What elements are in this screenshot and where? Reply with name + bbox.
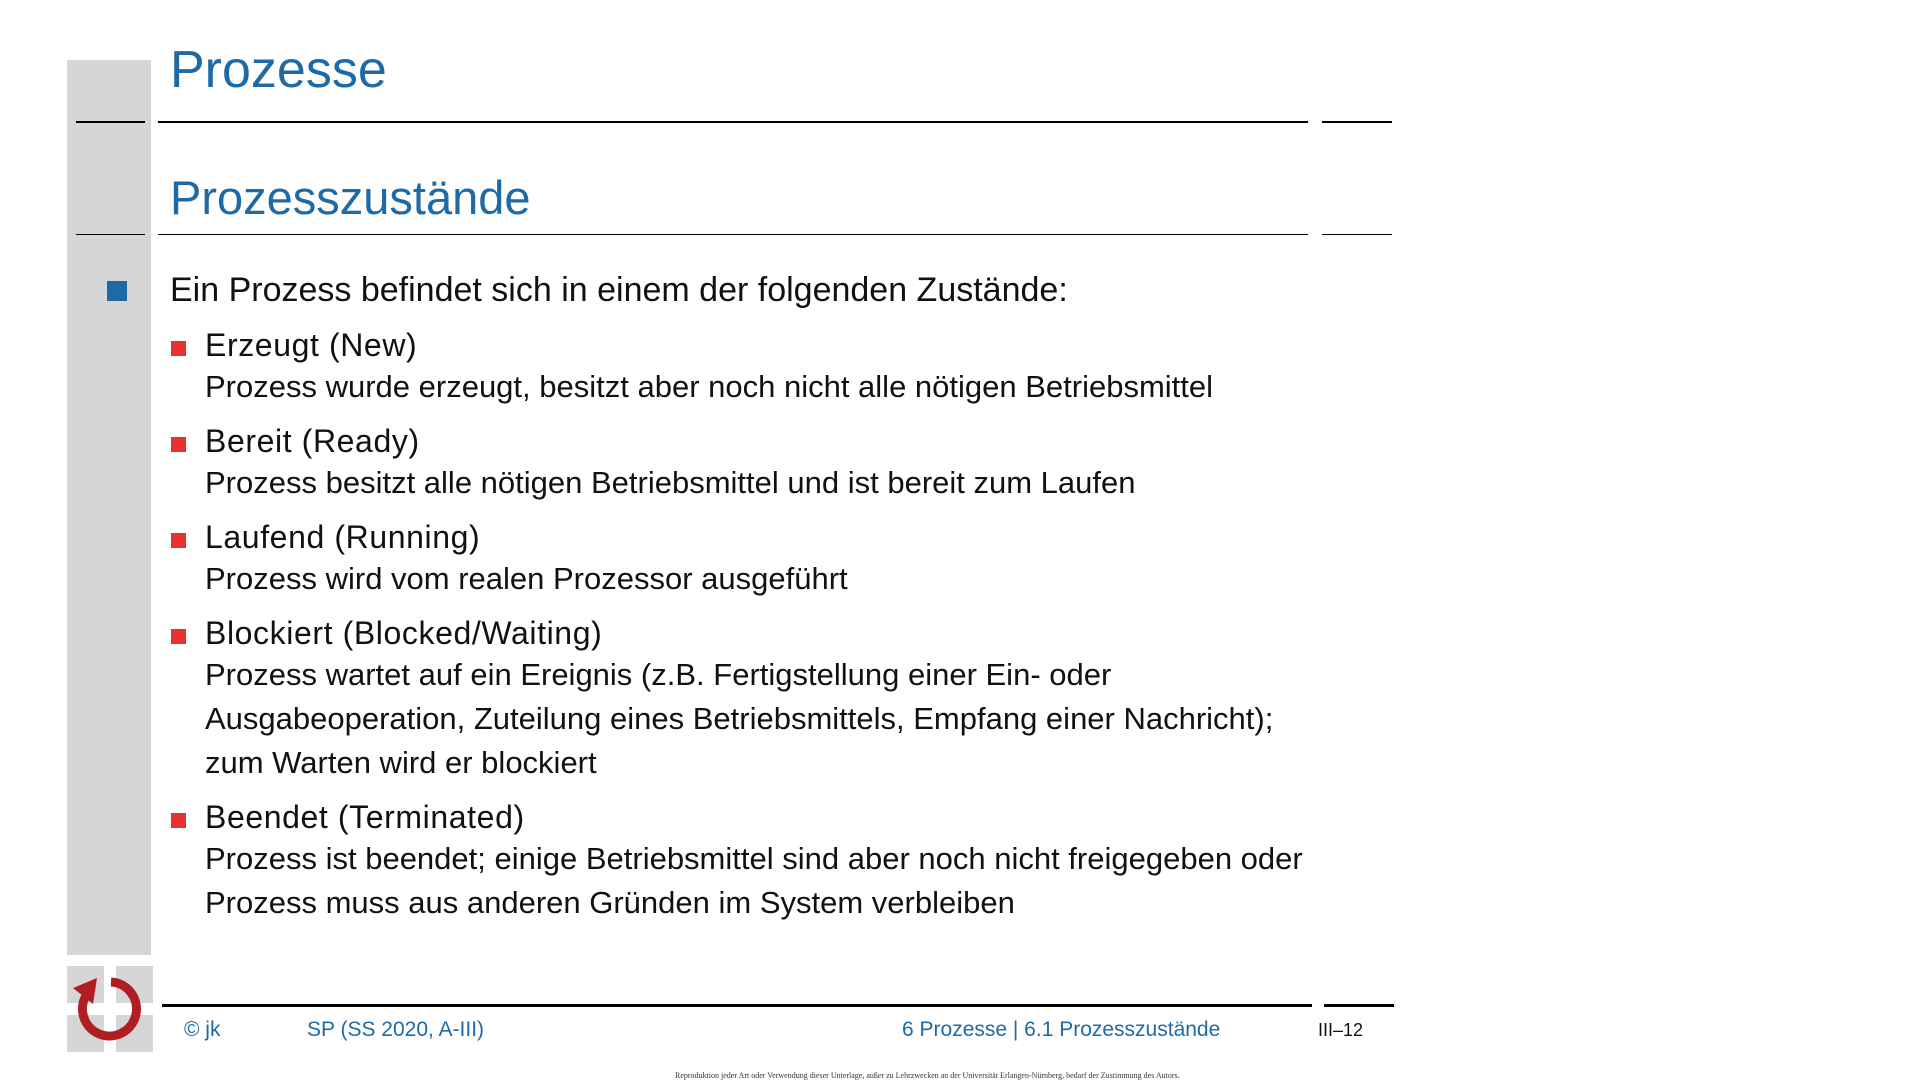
state-item — [170, 517, 1410, 601]
university-logo-icon — [67, 966, 153, 1052]
bullet-square — [171, 813, 186, 828]
intro-text: Ein Prozess befindet sich in einem der folgenden Zustände: — [170, 271, 1068, 309]
slide-subtitle: Prozesszustände — [170, 171, 531, 224]
bullet-square — [171, 533, 186, 548]
bullet-square — [171, 341, 186, 356]
subtitle-rule-left — [76, 234, 145, 235]
slide-title: Prozesse — [170, 41, 387, 99]
bullet-square — [171, 629, 186, 644]
state-item — [170, 613, 1410, 785]
state-description: Prozess wartet auf ein Ereignis (z.B. Fertigstellung einer Ein- oder Ausgabeoperation, Zuteilung eines Betriebsmittels, Empfang einer Nachricht); zum Warten wird er blockiert — [205, 657, 1274, 780]
subtitle-rule-right — [1322, 234, 1392, 235]
main-bullet-square — [107, 281, 127, 301]
state-item — [170, 325, 1410, 409]
state-list — [170, 325, 1410, 937]
state-description: Prozess ist beendet; einige Betriebsmittel sind aber noch nicht freigegeben oder Prozess muss aus anderen Gründen im System verbleiben — [205, 841, 1303, 920]
state-name: Blockiert (Blocked/Waiting) — [205, 615, 603, 651]
footer-course: SP (SS 2020, A-III) — [307, 1018, 485, 1041]
state-description: Prozess besitzt alle nötigen Betriebsmittel und ist bereit zum Laufen — [205, 465, 1136, 500]
title-rule-main — [158, 121, 1308, 123]
state-item — [170, 421, 1410, 505]
title-rule-right — [1322, 121, 1392, 123]
state-name: Bereit (Ready) — [205, 423, 420, 459]
footer-author: © jk — [184, 1018, 221, 1041]
title-rule-left — [76, 121, 145, 123]
footer-rule-right — [1324, 1004, 1394, 1007]
state-item — [170, 797, 1410, 925]
state-description: Prozess wurde erzeugt, besitzt aber noch nicht alle nötigen Betriebsmittel — [205, 369, 1214, 404]
left-sidebar — [67, 60, 151, 955]
state-name: Erzeugt (New) — [205, 327, 418, 363]
state-description: Prozess wird vom realen Prozessor ausgeführt — [205, 561, 848, 596]
page-number: III–12 — [1318, 1020, 1364, 1040]
copyright-disclaimer: Reproduktion jeder Art oder Verwendung dieser Unterlage, außer zu Lehrzwecken an der Universität Erlangen-Nürnberg, bedarf der Zustimmung des Autors. — [675, 1071, 1180, 1080]
subtitle-rule-main — [158, 234, 1308, 235]
footer-section: 6 Prozesse | 6.1 Prozesszustände — [902, 1018, 1221, 1041]
bullet-square — [171, 437, 186, 452]
footer-rule-main — [162, 1004, 1312, 1007]
state-name: Laufend (Running) — [205, 519, 481, 555]
state-name: Beendet (Terminated) — [205, 799, 525, 835]
